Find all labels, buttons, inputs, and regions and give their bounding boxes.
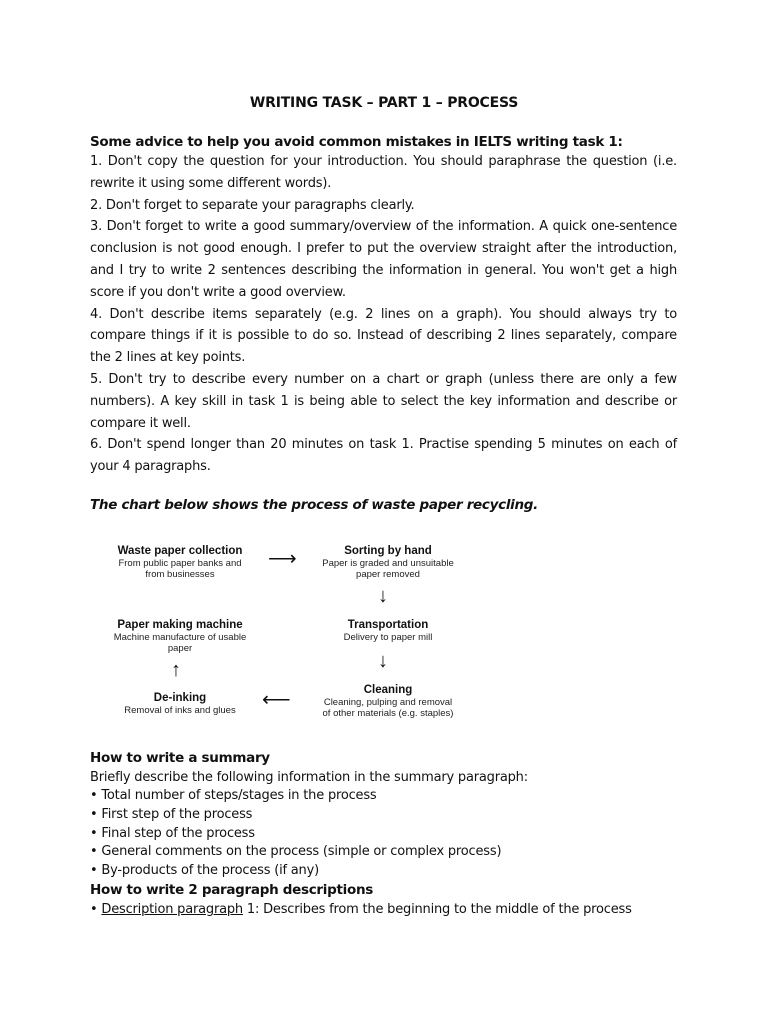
step-title: Sorting by hand — [344, 545, 432, 557]
list-item: • Final step of the process — [90, 825, 255, 841]
step-sorting-by-hand — [298, 545, 478, 580]
summary-heading: How to write a summary — [90, 750, 270, 766]
advice-list — [90, 151, 677, 478]
bullet: • — [90, 902, 102, 917]
arrow-left-icon: ⟵ — [262, 689, 291, 711]
paragraph-descriptions-heading: How to write 2 paragraph descriptions — [90, 882, 373, 898]
advice-item-4: 4. Don't describe items separately (e.g. 2 lines on a graph). You should always try to compare things if it is possible to do so. Instead of describing 2 lines separately, compare the 2 lines at key points. — [90, 306, 677, 366]
arrow-down-icon: ↓ — [378, 650, 388, 672]
step-desc: from businesses — [145, 569, 215, 580]
step-desc: Removal of inks and glues — [124, 705, 236, 716]
step-desc: paper removed — [356, 569, 420, 580]
advice-item-2: 2. Don't forget to separate your paragraphs clearly. — [90, 197, 415, 213]
description-text: 1: Describes from the beginning to the middle of the process — [242, 902, 632, 917]
step-title: Waste paper collection — [117, 545, 243, 557]
step-title: Cleaning — [363, 684, 413, 696]
step-de-inking — [95, 692, 265, 716]
list-item: • First step of the process — [90, 806, 253, 822]
summary-intro: Briefly describe the following information in the summary paragraph: — [90, 770, 528, 785]
advice-item-1: 1. Don't copy the question for your introduction. You should paraphrase the question (i.e. rewrite it using some different words). — [90, 154, 677, 191]
advice-item-6: 6. Don't spend longer than 20 minutes on task 1. Practise spending 5 minutes on each of your 4 paragraphs. — [90, 437, 677, 475]
chart-intro: The chart below shows the process of waste paper recycling. — [90, 497, 538, 513]
step-title: De-inking — [153, 692, 207, 704]
step-title: Transportation — [347, 619, 429, 631]
recycling-process-diagram — [90, 535, 490, 727]
step-desc: of other materials (e.g. staples) — [322, 708, 454, 719]
step-desc: Paper is graded and unsuitable — [322, 558, 454, 569]
arrow-down-icon: ↓ — [378, 585, 388, 607]
step-desc: From public paper banks and — [118, 558, 242, 569]
advice-heading: Some advice to help you avoid common mistakes in IELTS writing task 1: — [90, 134, 623, 150]
arrow-right-icon: ⟶ — [268, 548, 297, 570]
step-desc: Delivery to paper mill — [343, 632, 433, 643]
description-paragraph-line — [90, 902, 632, 917]
list-item: • General comments on the process (simple or complex process) — [90, 844, 502, 860]
advice-item-3: 3. Don't forget to write a good summary/overview of the information. A quick one-sentence conclusion is not good enough. I prefer to put the overview straight after the introduction, and I try to write 2 sentences describing the information in general. You won't get a high score if you don't write a good overview. — [90, 219, 677, 300]
arrow-up-icon: ↑ — [171, 659, 181, 681]
step-title: Paper making machine — [117, 619, 243, 631]
step-waste-paper-collection — [95, 545, 265, 580]
step-desc: Machine manufacture of usable — [113, 632, 247, 643]
page-title: WRITING TASK – PART 1 – PROCESS — [249, 95, 519, 111]
step-cleaning — [298, 684, 478, 719]
step-desc: paper — [167, 643, 193, 654]
list-item: • Total number of steps/stages in the process — [90, 788, 377, 803]
step-transportation — [298, 619, 478, 643]
list-item: • By-products of the process (if any) — [90, 863, 319, 879]
description-paragraph-link[interactable]: Description paragraph — [101, 902, 243, 917]
summary-bullets — [90, 787, 690, 881]
step-paper-making-machine — [95, 619, 265, 654]
advice-item-5: 5. Don't try to describe every number on a chart or graph (unless there are only a few numbers). A key skill in task 1 is being able to select the key information and describe or compare it well. — [90, 371, 677, 431]
step-desc: Cleaning, pulping and removal — [323, 697, 453, 708]
